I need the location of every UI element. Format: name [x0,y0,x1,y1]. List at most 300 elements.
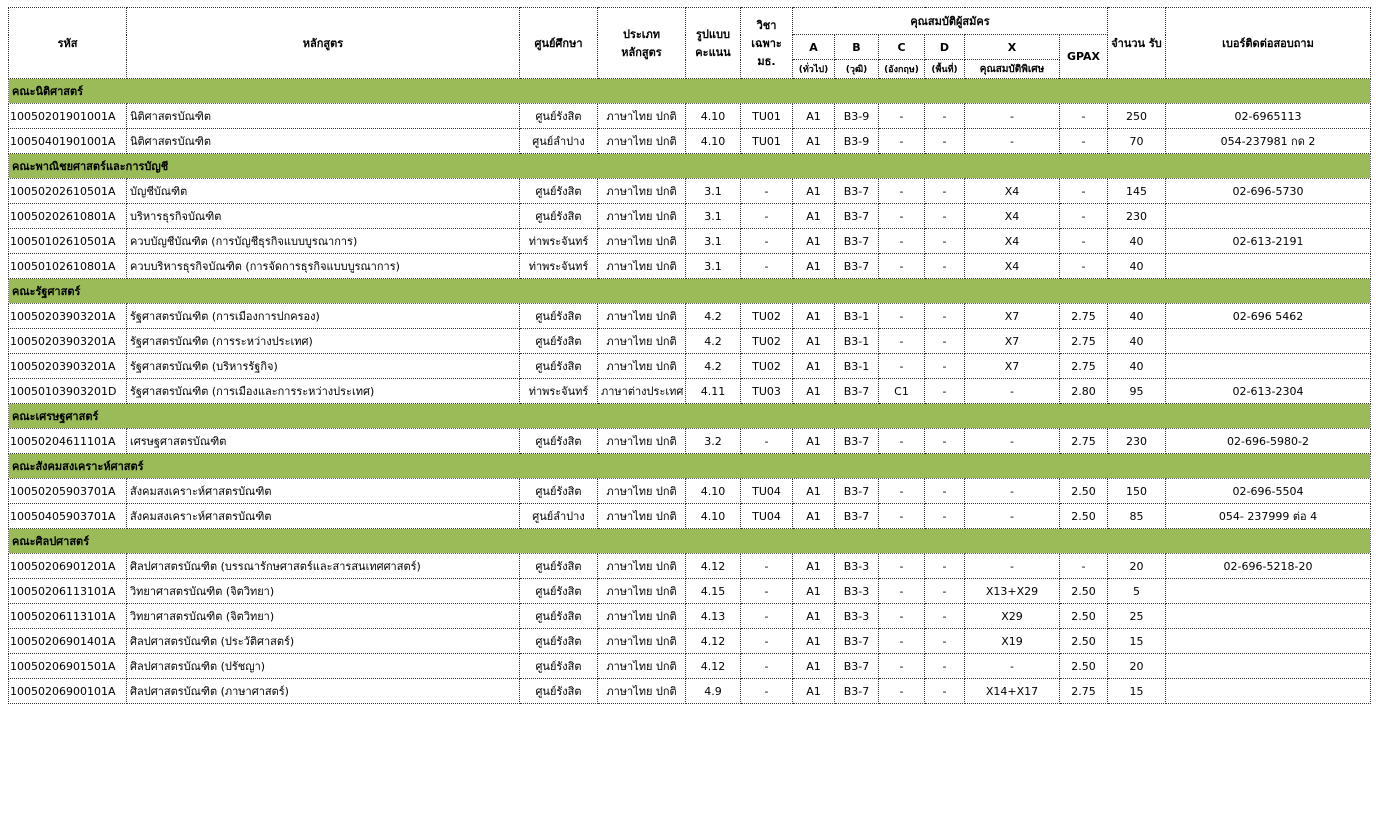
table-header [9,8,1371,79]
cell-qual-c: - [879,354,925,379]
cell-code: 10050206901201A [9,554,127,579]
cell-program: รัฐศาสตรบัณฑิต (การระหว่างประเทศ) [127,329,520,354]
table-row [9,429,1371,454]
cell-gpax: 2.75 [1060,429,1108,454]
cell-qual-a: A1 [793,604,835,629]
cell-score-format: 3.1 [686,204,741,229]
cell-contact: 02-696-5980-2 [1166,429,1371,454]
cell-qual-c: - [879,679,925,704]
table-row [9,229,1371,254]
table-row [9,354,1371,379]
cell-subject: - [741,629,793,654]
cell-gpax: - [1060,179,1108,204]
cell-qual-b: B3-7 [835,654,879,679]
cell-score-format: 3.2 [686,429,741,454]
cell-score-format: 3.1 [686,229,741,254]
cell-qual-d: - [925,429,965,454]
cell-gpax: 2.75 [1060,304,1108,329]
cell-subject: TU02 [741,304,793,329]
cell-subject: TU02 [741,354,793,379]
cell-code: 10050206113101A [9,579,127,604]
cell-type: ภาษาไทย ปกติ [598,354,686,379]
table-row [9,379,1371,404]
cell-subject: - [741,604,793,629]
cell-qual-x: X14+X17 [965,679,1060,704]
cell-gpax: 2.75 [1060,329,1108,354]
cell-program: สังคมสงเคราะห์ศาสตรบัณฑิต [127,479,520,504]
cell-center: ศูนย์ลำปาง [520,504,598,529]
cell-qual-b: B3-7 [835,629,879,654]
cell-seats: 20 [1108,654,1166,679]
header-type: ประเภท หลักสูตร [598,8,686,79]
cell-qual-c: - [879,429,925,454]
cell-contact [1166,204,1371,229]
header-gpax: GPAX [1060,35,1108,79]
cell-seats: 15 [1108,679,1166,704]
cell-score-format: 4.10 [686,479,741,504]
cell-seats: 95 [1108,379,1166,404]
cell-qual-c: - [879,229,925,254]
cell-qual-d: - [925,579,965,604]
cell-center: ศูนย์รังสิต [520,354,598,379]
cell-qual-x: X13+X29 [965,579,1060,604]
cell-qual-x: - [965,504,1060,529]
cell-program: นิติศาสตรบัณฑิต [127,129,520,154]
table-row [9,504,1371,529]
cell-qual-d: - [925,329,965,354]
cell-program: สังคมสงเคราะห์ศาสตรบัณฑิต [127,504,520,529]
cell-qual-d: - [925,229,965,254]
table-row [9,629,1371,654]
header-a-sub: (ทั่วไป) [793,60,835,79]
cell-code: 10050206901401A [9,629,127,654]
cell-qual-d: - [925,254,965,279]
cell-qual-c: - [879,304,925,329]
cell-gpax: 2.75 [1060,354,1108,379]
cell-qual-x: - [965,654,1060,679]
cell-qual-x: X4 [965,229,1060,254]
cell-subject: TU04 [741,479,793,504]
cell-seats: 85 [1108,504,1166,529]
table-body [9,79,1371,704]
cell-code: 10050205903701A [9,479,127,504]
cell-score-format: 4.12 [686,654,741,679]
cell-qual-x: - [965,554,1060,579]
cell-qual-c: - [879,129,925,154]
cell-type: ภาษาไทย ปกติ [598,129,686,154]
cell-seats: 145 [1108,179,1166,204]
table-row [9,129,1371,154]
header-program: หลักสูตร [127,8,520,79]
cell-subject: - [741,229,793,254]
cell-score-format: 4.10 [686,504,741,529]
cell-center: ศูนย์รังสิต [520,579,598,604]
cell-qual-d: - [925,679,965,704]
cell-code: 10050206113101A [9,604,127,629]
header-d-sub: (พื้นที่) [925,60,965,79]
cell-qual-x: X4 [965,179,1060,204]
cell-type: ภาษาไทย ปกติ [598,104,686,129]
cell-qual-c: C1 [879,379,925,404]
cell-qual-a: A1 [793,504,835,529]
faculty-name: คณะศิลปศาสตร์ [9,529,1371,554]
faculty-row [9,529,1371,554]
cell-type: ภาษาต่างประเทศ [598,379,686,404]
cell-center: ศูนย์รังสิต [520,654,598,679]
cell-subject: TU02 [741,329,793,354]
cell-qual-b: B3-7 [835,204,879,229]
table-row [9,554,1371,579]
cell-type: ภาษาไทย ปกติ [598,179,686,204]
cell-qual-a: A1 [793,654,835,679]
header-x: X [965,35,1060,60]
cell-qual-x: X29 [965,604,1060,629]
cell-type: ภาษาไทย ปกติ [598,254,686,279]
cell-contact [1166,579,1371,604]
cell-subject: - [741,654,793,679]
cell-program: วิทยาศาสตรบัณฑิต (จิตวิทยา) [127,579,520,604]
cell-program: รัฐศาสตรบัณฑิต (การเมืองและการระหว่างประเทศ) [127,379,520,404]
cell-type: ภาษาไทย ปกติ [598,479,686,504]
table-row [9,604,1371,629]
cell-seats: 25 [1108,604,1166,629]
cell-center: ท่าพระจันทร์ [520,254,598,279]
cell-code: 10050103903201D [9,379,127,404]
cell-program: บัญชีบัณฑิต [127,179,520,204]
header-qualifications: คุณสมบัติผู้สมัคร [793,8,1108,35]
cell-qual-a: A1 [793,629,835,654]
cell-code: 10050202610501A [9,179,127,204]
table-row [9,179,1371,204]
cell-qual-a: A1 [793,554,835,579]
cell-qual-a: A1 [793,354,835,379]
cell-qual-c: - [879,629,925,654]
cell-qual-d: - [925,129,965,154]
cell-contact [1166,354,1371,379]
cell-type: ภาษาไทย ปกติ [598,304,686,329]
header-b: B [835,35,879,60]
cell-center: ศูนย์รังสิต [520,479,598,504]
faculty-name: คณะสังคมสงเคราะห์ศาสตร์ [9,454,1371,479]
cell-type: ภาษาไทย ปกติ [598,554,686,579]
cell-qual-b: B3-3 [835,604,879,629]
cell-subject: - [741,554,793,579]
cell-qual-a: A1 [793,429,835,454]
header-seats: จำนวน รับ [1108,8,1166,79]
faculty-row [9,79,1371,104]
cell-score-format: 4.2 [686,304,741,329]
cell-type: ภาษาไทย ปกติ [598,229,686,254]
cell-qual-d: - [925,179,965,204]
cell-seats: 40 [1108,304,1166,329]
cell-qual-b: B3-7 [835,504,879,529]
cell-gpax: 2.50 [1060,479,1108,504]
cell-subject: - [741,204,793,229]
table-row [9,254,1371,279]
cell-seats: 20 [1108,554,1166,579]
cell-code: 10050203903201A [9,354,127,379]
cell-center: ท่าพระจันทร์ [520,229,598,254]
admission-table-container [8,7,1370,704]
cell-gpax: 2.80 [1060,379,1108,404]
cell-gpax: 2.50 [1060,604,1108,629]
cell-qual-b: B3-7 [835,254,879,279]
cell-qual-x: X7 [965,304,1060,329]
cell-code: 10050201901001A [9,104,127,129]
cell-qual-c: - [879,554,925,579]
cell-qual-b: B3-3 [835,579,879,604]
faculty-row [9,404,1371,429]
cell-center: ศูนย์รังสิต [520,204,598,229]
cell-seats: 230 [1108,204,1166,229]
cell-contact: 054-237981 กด 2 [1166,129,1371,154]
cell-qual-b: B3-7 [835,679,879,704]
cell-subject: TU03 [741,379,793,404]
cell-program: ควบบัญชีบัณฑิต (การบัญชีธุรกิจแบบบูรณาการ) [127,229,520,254]
header-code: รหัส [9,8,127,79]
cell-seats: 150 [1108,479,1166,504]
cell-code: 10050203903201A [9,329,127,354]
cell-score-format: 4.13 [686,604,741,629]
cell-qual-d: - [925,604,965,629]
cell-qual-b: B3-9 [835,104,879,129]
cell-program: บริหารธุรกิจบัณฑิต [127,204,520,229]
cell-contact [1166,654,1371,679]
cell-contact: 02-6965113 [1166,104,1371,129]
cell-qual-c: - [879,204,925,229]
cell-qual-a: A1 [793,204,835,229]
cell-code: 10050206901501A [9,654,127,679]
cell-qual-c: - [879,504,925,529]
cell-gpax: - [1060,129,1108,154]
cell-qual-x: - [965,429,1060,454]
cell-qual-a: A1 [793,329,835,354]
cell-qual-a: A1 [793,479,835,504]
cell-code: 10050202610801A [9,204,127,229]
cell-score-format: 4.12 [686,629,741,654]
cell-score-format: 3.1 [686,179,741,204]
cell-qual-d: - [925,354,965,379]
cell-program: รัฐศาสตรบัณฑิต (การเมืองการปกครอง) [127,304,520,329]
table-row [9,479,1371,504]
cell-qual-b: B3-9 [835,129,879,154]
cell-center: ศูนย์รังสิต [520,179,598,204]
cell-gpax: 2.50 [1060,629,1108,654]
cell-code: 10050405903701A [9,504,127,529]
table-row [9,329,1371,354]
cell-qual-b: B3-1 [835,354,879,379]
cell-qual-d: - [925,654,965,679]
cell-qual-a: A1 [793,254,835,279]
header-c-sub: (อังกฤษ) [879,60,925,79]
faculty-name: คณะรัฐศาสตร์ [9,279,1371,304]
cell-qual-x: X4 [965,254,1060,279]
cell-subject: - [741,179,793,204]
cell-gpax: 2.50 [1060,579,1108,604]
cell-contact: 02-696 5462 [1166,304,1371,329]
cell-type: ภาษาไทย ปกติ [598,604,686,629]
cell-qual-d: - [925,629,965,654]
cell-program: ศิลปศาสตรบัณฑิต (บรรณารักษศาสตร์และสารสนเทศศาสตร์) [127,554,520,579]
header-a: A [793,35,835,60]
cell-center: ท่าพระจันทร์ [520,379,598,404]
cell-qual-d: - [925,304,965,329]
cell-program: ศิลปศาสตรบัณฑิต (ภาษาศาสตร์) [127,679,520,704]
cell-contact: 02-696-5730 [1166,179,1371,204]
cell-qual-d: - [925,104,965,129]
cell-type: ภาษาไทย ปกติ [598,654,686,679]
cell-center: ศูนย์รังสิต [520,604,598,629]
cell-gpax: - [1060,229,1108,254]
cell-contact [1166,629,1371,654]
header-center: ศูนย์ศึกษา [520,8,598,79]
cell-code: 10050204611101A [9,429,127,454]
cell-qual-x: - [965,129,1060,154]
cell-gpax: 2.50 [1060,654,1108,679]
cell-subject: TU01 [741,104,793,129]
table-row [9,654,1371,679]
faculty-name: คณะพาณิชยศาสตร์และการบัญชี [9,154,1371,179]
cell-type: ภาษาไทย ปกติ [598,329,686,354]
cell-seats: 40 [1108,354,1166,379]
cell-code: 10050102610501A [9,229,127,254]
cell-gpax: - [1060,204,1108,229]
cell-score-format: 4.2 [686,354,741,379]
cell-subject: TU01 [741,129,793,154]
cell-contact [1166,254,1371,279]
cell-seats: 40 [1108,329,1166,354]
cell-score-format: 4.9 [686,679,741,704]
cell-qual-a: A1 [793,579,835,604]
cell-qual-d: - [925,504,965,529]
cell-program: ควบบริหารธุรกิจบัณฑิต (การจัดการธุรกิจแบบบูรณาการ) [127,254,520,279]
cell-program: ศิลปศาสตรบัณฑิต (ปรัชญา) [127,654,520,679]
cell-qual-c: - [879,479,925,504]
cell-contact: 054- 237999 ต่อ 4 [1166,504,1371,529]
cell-subject: - [741,254,793,279]
cell-center: ศูนย์รังสิต [520,679,598,704]
header-b-sub: (วุฒิ) [835,60,879,79]
cell-gpax: - [1060,104,1108,129]
faculty-row [9,154,1371,179]
cell-qual-b: B3-7 [835,429,879,454]
cell-score-format: 3.1 [686,254,741,279]
cell-type: ภาษาไทย ปกติ [598,429,686,454]
cell-center: ศูนย์รังสิต [520,429,598,454]
cell-qual-b: B3-7 [835,179,879,204]
cell-contact [1166,604,1371,629]
cell-qual-c: - [879,179,925,204]
cell-contact: 02-696-5218-20 [1166,554,1371,579]
cell-subject: - [741,679,793,704]
cell-qual-x: - [965,479,1060,504]
cell-program: วิทยาศาสตรบัณฑิต (จิตวิทยา) [127,604,520,629]
cell-qual-a: A1 [793,304,835,329]
cell-seats: 250 [1108,104,1166,129]
cell-score-format: 4.10 [686,129,741,154]
cell-code: 10050102610801A [9,254,127,279]
cell-qual-b: B3-1 [835,329,879,354]
cell-score-format: 4.11 [686,379,741,404]
cell-qual-c: - [879,654,925,679]
cell-score-format: 4.15 [686,579,741,604]
cell-gpax: - [1060,254,1108,279]
cell-seats: 40 [1108,229,1166,254]
cell-seats: 40 [1108,254,1166,279]
table-row [9,304,1371,329]
cell-qual-b: B3-7 [835,229,879,254]
cell-qual-c: - [879,254,925,279]
cell-qual-d: - [925,204,965,229]
cell-center: ศูนย์รังสิต [520,104,598,129]
cell-qual-b: B3-7 [835,479,879,504]
cell-type: ภาษาไทย ปกติ [598,204,686,229]
cell-qual-a: A1 [793,129,835,154]
table-row [9,579,1371,604]
cell-qual-a: A1 [793,179,835,204]
header-c: C [879,35,925,60]
header-d: D [925,35,965,60]
cell-type: ภาษาไทย ปกติ [598,504,686,529]
cell-seats: 70 [1108,129,1166,154]
cell-gpax: - [1060,554,1108,579]
table-row [9,679,1371,704]
cell-program: เศรษฐศาสตรบัณฑิต [127,429,520,454]
cell-contact [1166,679,1371,704]
cell-qual-b: B3-7 [835,379,879,404]
cell-subject: - [741,429,793,454]
cell-code: 10050203903201A [9,304,127,329]
faculty-row [9,454,1371,479]
cell-qual-d: - [925,554,965,579]
faculty-name: คณะนิติศาสตร์ [9,79,1371,104]
cell-gpax: 2.50 [1060,504,1108,529]
cell-qual-c: - [879,604,925,629]
cell-code: 10050401901001A [9,129,127,154]
cell-contact: 02-696-5504 [1166,479,1371,504]
cell-seats: 5 [1108,579,1166,604]
faculty-name: คณะเศรษฐศาสตร์ [9,404,1371,429]
cell-score-format: 4.10 [686,104,741,129]
header-contact: เบอร์ติดต่อสอบถาม [1166,8,1371,79]
cell-type: ภาษาไทย ปกติ [598,579,686,604]
cell-qual-a: A1 [793,679,835,704]
cell-qual-a: A1 [793,379,835,404]
header-x-sub: คุณสมบัติพิเศษ [965,60,1060,79]
cell-qual-d: - [925,379,965,404]
cell-center: ศูนย์รังสิต [520,554,598,579]
cell-code: 10050206900101A [9,679,127,704]
header-subject: วิชา เฉพาะ มธ. [741,8,793,79]
cell-seats: 230 [1108,429,1166,454]
cell-qual-b: B3-1 [835,304,879,329]
cell-subject: - [741,579,793,604]
cell-program: นิติศาสตรบัณฑิต [127,104,520,129]
cell-center: ศูนย์รังสิต [520,629,598,654]
cell-qual-d: - [925,479,965,504]
cell-qual-x: X7 [965,354,1060,379]
cell-qual-c: - [879,104,925,129]
cell-gpax: 2.75 [1060,679,1108,704]
cell-qual-x: - [965,104,1060,129]
cell-type: ภาษาไทย ปกติ [598,679,686,704]
cell-qual-c: - [879,579,925,604]
cell-score-format: 4.12 [686,554,741,579]
table-row [9,104,1371,129]
cell-qual-a: A1 [793,104,835,129]
faculty-row [9,279,1371,304]
cell-center: ศูนย์รังสิต [520,304,598,329]
